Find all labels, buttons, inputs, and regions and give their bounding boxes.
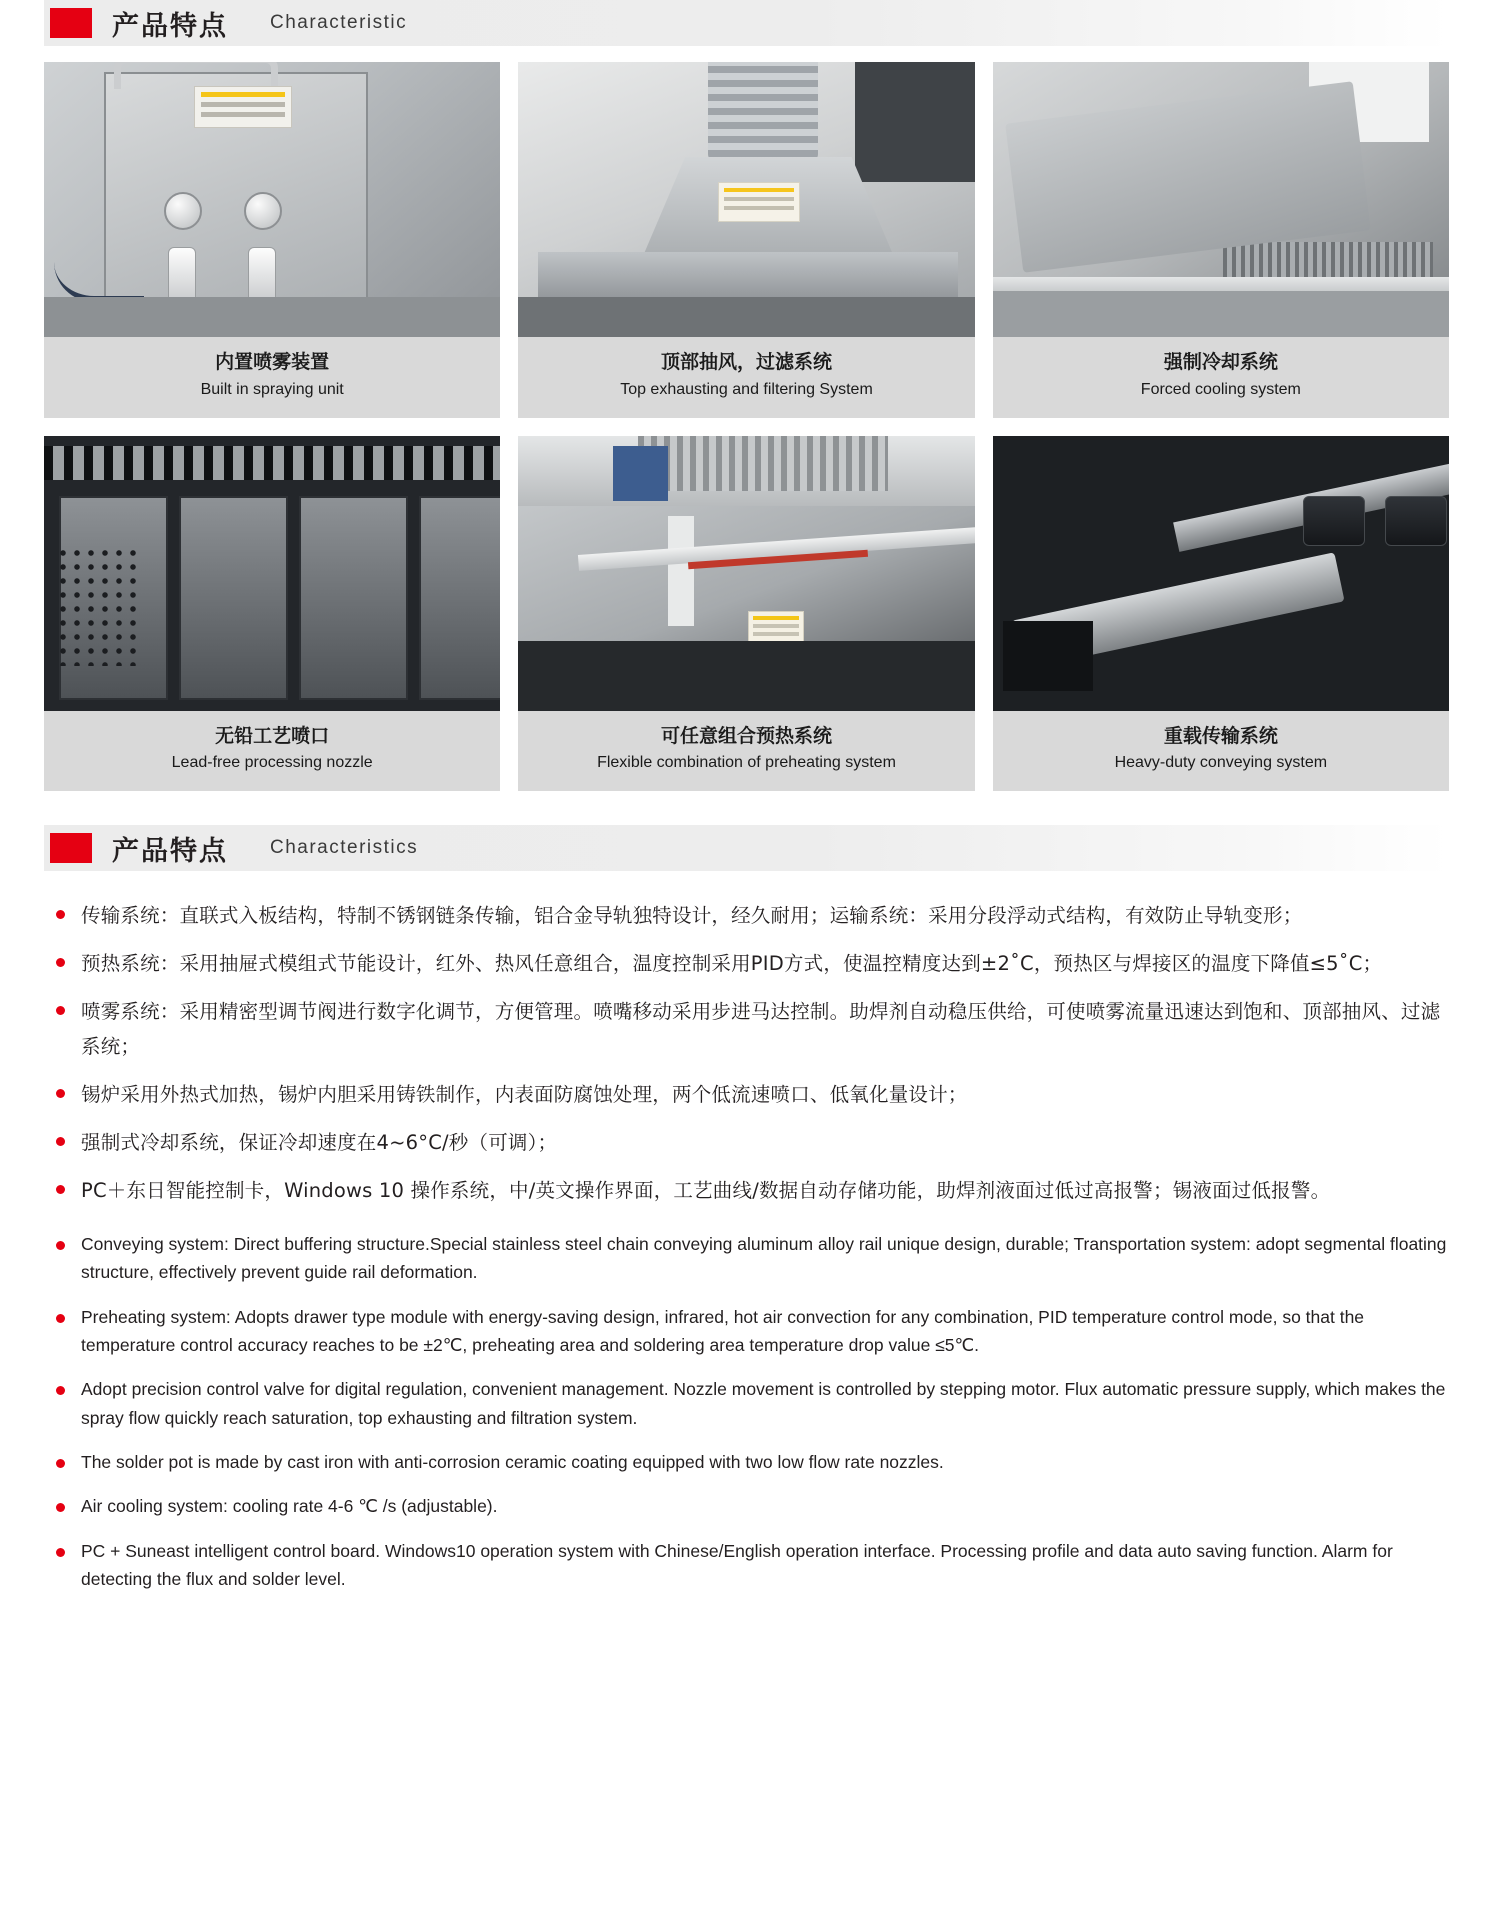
bullet-text: PC＋东日智能控制卡，Windows 10 操作系统，中/英文操作界面，工艺曲线/数据自动存储功能，助焊剂液面过低过高报警；锡液面过低报警。 (81, 1178, 1331, 1202)
feature-caption-cn: 可任意组合预热系统 (660, 724, 832, 747)
red-accent-block (50, 8, 92, 38)
bullet-text: 强制式冷却系统，保证冷却速度在4~6°C/秒（可调）； (81, 1130, 558, 1154)
bullet-dot-icon (56, 910, 65, 919)
bullet-text: PC + Suneast intelligent control board. Windows10 operation system with Chinese/English operation interface. Processing profile and data auto saving function. Alarm for detecting the flux and solder level. (81, 1540, 1393, 1590)
feature-caption-en: Built in spraying unit (200, 380, 344, 398)
bullet-text: Preheating system: Adopts drawer type module with energy-saving design, infrared, hot air convection for any combination, PID temperature control mode, so that the temperature control accuracy reaches to be ±2℃, preheating area and soldering area temperature drop value ≤5℃. (81, 1306, 1365, 1356)
bullet-dot-icon (56, 1503, 65, 1512)
list-item (44, 899, 1449, 933)
bullet-dot-icon (56, 1548, 65, 1557)
bullet-dot-icon (56, 1006, 65, 1015)
exhaust-filter-photo (518, 62, 974, 337)
lead-free-nozzle-photo (44, 436, 500, 711)
feature-caption-cn: 无铅工艺喷口 (215, 724, 330, 747)
bullet-dot-icon (56, 1459, 65, 1468)
section-header-characteristics (44, 825, 1449, 871)
feature-caption-cn: 重载传输系统 (1163, 724, 1278, 747)
feature-card[interactable] (44, 62, 500, 418)
feature-caption-en: Heavy-duty conveying system (1114, 754, 1328, 772)
feature-caption-cn: 顶部抽风，过滤系统 (660, 351, 832, 373)
list-item (44, 1537, 1449, 1594)
bullet-dot-icon (56, 1241, 65, 1250)
list-item (44, 1375, 1449, 1432)
list-item (44, 1078, 1449, 1112)
bullet-text: 锡炉采用外热式加热，锡炉内胆采用铸铁制作，内表面防腐蚀处理，两个低流速喷口、低氧化量设计； (81, 1082, 968, 1106)
feature-caption (518, 711, 974, 792)
feature-card[interactable] (518, 436, 974, 792)
conveying-system-photo (993, 436, 1449, 711)
list-item (44, 1174, 1449, 1208)
feature-card[interactable] (993, 62, 1449, 418)
section-title-cn: 产品特点 (112, 10, 228, 42)
bullet-list-cn (44, 899, 1449, 1208)
feature-caption-en: Flexible combination of preheating system (597, 754, 896, 772)
bullet-text: 传输系统：直联式入板结构，特制不锈钢链条传输，铝合金导轨独特设计，经久耐用；运输系统：采用分段浮动式结构，有效防止导轨变形； (81, 904, 1303, 928)
list-item (44, 947, 1449, 981)
preheating-system-photo (518, 436, 974, 711)
list-item (44, 1230, 1449, 1287)
list-item (44, 1126, 1449, 1160)
feature-caption-en: Forced cooling system (1140, 380, 1301, 398)
feature-card[interactable] (518, 62, 974, 418)
feature-card[interactable] (993, 436, 1449, 792)
bullet-dot-icon (56, 1137, 65, 1146)
feature-caption (993, 711, 1449, 792)
bullet-text: The solder pot is made by cast iron with anti-corrosion ceramic coating equipped with two low flow rate nozzles. (81, 1452, 944, 1473)
section-title-en: Characteristics (270, 837, 419, 859)
feature-caption (518, 337, 974, 418)
section-title-en: Characteristic (270, 12, 408, 33)
section-header-characteristic (44, 0, 1449, 46)
bullet-dot-icon (56, 1314, 65, 1323)
red-accent-block (50, 833, 92, 863)
feature-caption-en: Top exhausting and filtering System (620, 380, 873, 398)
bullet-text: 预热系统：采用抽屉式模组式节能设计，红外、热风任意组合，温度控制采用PID方式，使温控精度达到±2˚C，预热区与焊接区的温度下降值≤5˚C； (81, 952, 1383, 976)
bullet-text: Adopt precision control valve for digital regulation, convenient management. Nozzle movement is controlled by stepping motor. Flux automatic pressure supply, which makes the spray flow quickly reach saturation, top exhausting and filtration system. (81, 1379, 1446, 1428)
feature-caption (44, 337, 500, 418)
forced-cooling-photo (993, 62, 1449, 337)
feature-card[interactable] (44, 436, 500, 792)
bullet-text: 喷雾系统：采用精密型调节阀进行数字化调节，方便管理。喷嘴移动采用步进马达控制。助焊剂自动稳压供给，可使喷雾流量迅速达到饱和、顶部抽风、过滤系统； (81, 1000, 1441, 1058)
feature-caption (993, 337, 1449, 418)
spray-unit-photo (44, 62, 500, 337)
feature-card-grid (44, 62, 1449, 791)
bullet-dot-icon (56, 1185, 65, 1194)
bullet-dot-icon (56, 1089, 65, 1098)
feature-caption-cn: 强制冷却系统 (1163, 351, 1278, 373)
bullet-dot-icon (56, 958, 65, 967)
list-item (44, 1492, 1449, 1520)
feature-caption (44, 711, 500, 792)
bullet-text: Conveying system: Direct buffering structure.Special stainless steel chain conveying aluminum alloy rail unique design, durable; Transportation system: adopt segmental floating structure, effectively prevent guide rail deformation. (81, 1234, 1447, 1283)
bullet-dot-icon (56, 1386, 65, 1395)
list-item (44, 1303, 1449, 1360)
bullet-list-en (44, 1230, 1449, 1593)
feature-caption-en: Lead-free processing nozzle (171, 754, 373, 772)
list-item (44, 1448, 1449, 1476)
bullet-text: Air cooling system: cooling rate 4-6 ℃ /s (adjustable). (81, 1496, 498, 1517)
feature-caption-cn: 内置喷雾装置 (215, 351, 330, 373)
section-title-cn: 产品特点 (112, 835, 228, 867)
list-item (44, 995, 1449, 1063)
